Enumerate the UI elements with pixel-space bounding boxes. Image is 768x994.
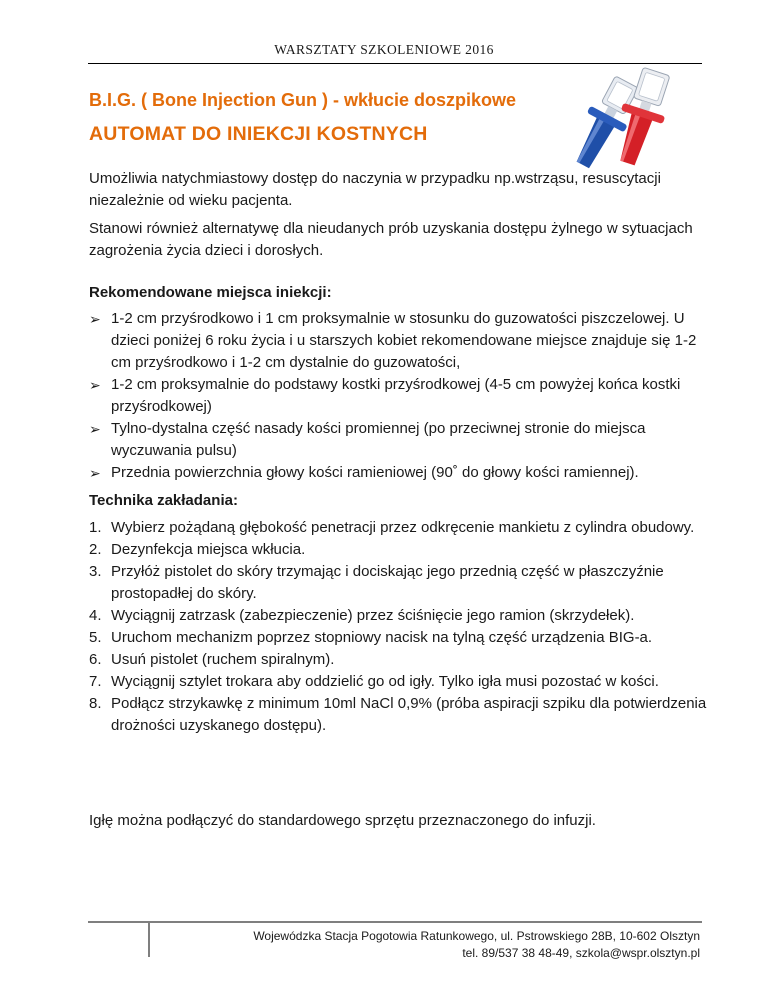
step-number: 1. (89, 519, 102, 536)
list-item: 6. Usuń pistolet (ruchem spiralnym). (89, 649, 709, 671)
arrow-bullet-icon: ➢ (89, 311, 101, 327)
technique-heading: Technika zakładania: (89, 492, 238, 509)
list-item: ➢ Tylno-dystalna część nasady kości promiennej (po przeciwnej stronie do miejsca wyczuwania pulsu) (89, 420, 646, 459)
intro-paragraph-2: Stanowi również alternatywę dla nieudanych prób uzyskania dostępu żylnego w sytuacjach zagrożenia życia dzieci i dorosłych. (89, 220, 693, 259)
footer-contact: tel. 89/537 38 48-49, szkola@wspr.olsztyn.pl (462, 946, 700, 960)
step-number: 4. (89, 607, 102, 624)
arrow-bullet-icon: ➢ (89, 377, 101, 393)
recommended-sites-list (89, 308, 709, 484)
list-item: ➢ Przednia powierzchnia głowy kości ramieniowej (90˚ do głowy kości ramiennej). (89, 462, 709, 484)
recommended-sites-heading: Rekomendowane miejsca iniekcji: (89, 284, 332, 301)
step-number: 5. (89, 629, 102, 646)
list-item: 5. Uruchom mechanizm poprzez stopniowy nacisk na tylną część urządzenia BIG-a. (89, 627, 709, 649)
list-item: 2. Dezynfekcja miejsca wkłucia. (89, 539, 709, 561)
page-header: WARSZTATY SZKOLENIOWE 2016 (274, 42, 494, 57)
step-number: 8. (89, 695, 102, 712)
technique-section (89, 490, 709, 737)
list-item: 3. Przyłóż pistolet do skóry trzymając i dociskając jego przednią część w płaszczyźnie prostopadłej do skóry. (89, 563, 664, 602)
list-item: 7. Wyciągnij sztylet trokara aby oddzielić go od igły. Tylko igła musi pozostać w kości. (89, 671, 709, 693)
step-number: 6. (89, 651, 102, 668)
header-divider (88, 63, 702, 64)
step-number: 2. (89, 541, 102, 558)
recommended-sites-section (89, 282, 709, 484)
document-title: B.I.G. ( Bone Injection Gun ) - wkłucie doszpikowe (89, 90, 517, 110)
closing-note: Igłę można podłączyć do standardowego sprzętu przeznaczonego do infuzji. (89, 812, 596, 829)
footer-divider (88, 921, 702, 923)
list-item: 8. Podłącz strzykawkę z minimum 10ml NaCl 0,9% (próba aspiracji szpiku dla potwierdzenia drożności uzyskanego dostępu). (89, 695, 707, 734)
list-item: 1. Wybierz pożądaną głębokość penetracji przez odkręcenie mankietu z cylindra obudowy. (89, 517, 709, 539)
step-number: 7. (89, 673, 102, 690)
document-subtitle: AUTOMAT DO INIEKCJI KOSTNYCH (89, 123, 428, 145)
arrow-bullet-icon: ➢ (89, 421, 101, 437)
arrow-bullet-icon: ➢ (89, 465, 101, 481)
bone-injection-gun-icon (562, 66, 674, 172)
footer-separator (148, 923, 150, 957)
list-item: 4. Wyciągnij zatrzask (zabezpieczenie) przez ściśnięcie jego ramion (skrzydełek). (89, 605, 709, 627)
list-item: ➢ 1-2 cm proksymalnie do podstawy kostki przyśrodkowej (4-5 cm powyżej końca kostki przyśrodkowej) (89, 376, 681, 415)
intro-paragraph-1: Umożliwia natychmiastowy dostęp do naczynia w przypadku np.wstrząsu, resuscytacji niezależnie od wieku pacjenta. (89, 170, 661, 209)
technique-steps-list (89, 517, 709, 737)
intro-section (89, 168, 709, 262)
list-item: ➢ 1-2 cm przyśrodkowo i 1 cm proksymalnie w stosunku do guzowatości piszczelowej. U dzieci poniżej 6 roku życia i u starszych kobiet rekomendowane miejsce znajduje się 1-2 cm przyśrodkowo i 1-2 cm dystalnie do guzowatości, (89, 310, 697, 371)
page-footer (253, 928, 700, 962)
footer-address: Wojewódzka Stacja Pogotowia Ratunkowego, ul. Pstrowskiego 28B, 10-602 Olsztyn (253, 929, 700, 943)
step-number: 3. (89, 563, 102, 580)
